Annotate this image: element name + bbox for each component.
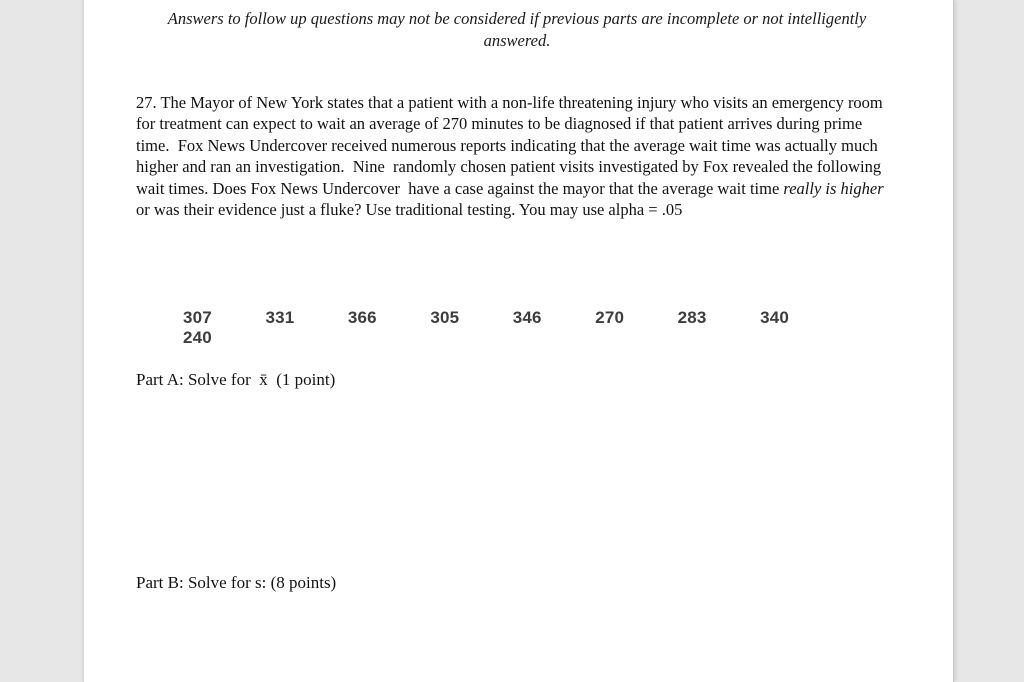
wait-time-value: 270 xyxy=(595,308,625,328)
wait-time-value: 283 xyxy=(677,308,707,328)
instruction-note: Answers to follow up questions may not be considered if previous parts are incomplete or not intelligently answered. xyxy=(167,9,867,50)
part-a-prompt: Part A: Solve for x̄ (1 point) xyxy=(136,370,336,390)
question-italic-phrase: really is higher xyxy=(783,178,884,198)
wait-times-row xyxy=(183,308,898,348)
wait-time-value: 305 xyxy=(430,308,460,328)
wait-time-value: 240 xyxy=(183,328,212,348)
wait-time-value: 307 xyxy=(183,308,212,328)
wait-time-value: 346 xyxy=(512,308,542,328)
question-text-end: or was their evidence just a fluke? Use traditional testing. You may use alpha = .05 xyxy=(136,178,888,220)
wait-time-value: 366 xyxy=(347,308,377,328)
question-paragraph xyxy=(136,92,898,220)
document-page xyxy=(83,0,954,682)
question-text-start: 27. The Mayor of New York states that a patient with a non-life threatening injury who visits an emergency room for treatment can expect to wait an average of 270 minutes to be diagnosed if that patient arrives during prime time. Fox News Undercover received numerous reports indicating that the average wait time was actually much higher and ran an investigation. Nine randomly chosen patient visits investigated by Fox revealed the following wait times. Does Fox News Undercover have a case against the mayor that the average wait time xyxy=(136,93,887,198)
wait-time-value: 340 xyxy=(760,308,790,328)
wait-time-value: 331 xyxy=(265,308,295,328)
part-b-prompt: Part B: Solve for s: (8 points) xyxy=(136,573,337,593)
